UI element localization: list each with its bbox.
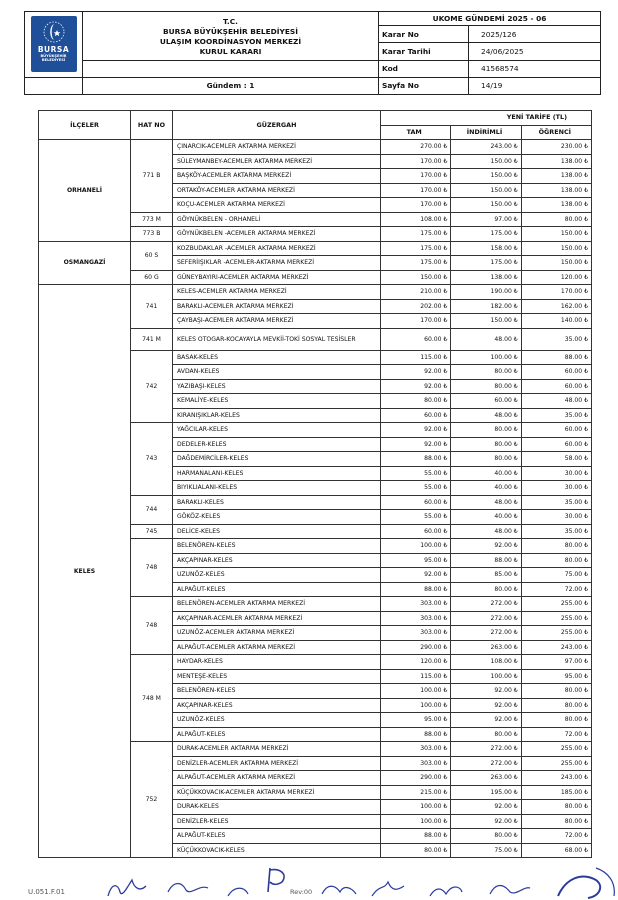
title-line: ULAŞIM KOORDİNASYON MERKEZİ [159, 36, 302, 46]
discounted-fare-cell: 272.00 ₺ [451, 597, 521, 612]
column-header-full: TAM [381, 125, 451, 140]
full-fare-cell: 88.00 ₺ [381, 582, 451, 597]
discounted-fare-cell: 97.00 ₺ [451, 212, 521, 227]
signatures-icon [0, 862, 618, 900]
route-cell: BELENÖREN-KELES [173, 684, 381, 699]
route-cell: UZUNÖZ-ACEMLER AKTARMA MERKEZİ [173, 626, 381, 641]
district-cell: KELES [39, 285, 131, 858]
full-fare-cell: 80.00 ₺ [381, 843, 451, 858]
form-code: U.051.F.01 [28, 888, 65, 896]
full-fare-cell: 92.00 ₺ [381, 365, 451, 380]
route-cell: UZUNÖZ-KELES [173, 713, 381, 728]
discounted-fare-cell: 158.00 ₺ [451, 241, 521, 256]
student-fare-cell: 60.00 ₺ [521, 423, 591, 438]
route-cell: AKÇAPINAR-KELES [173, 698, 381, 713]
route-cell: KÜÇÜKKOVACIK-KELES [173, 843, 381, 858]
student-fare-cell: 150.00 ₺ [521, 241, 591, 256]
discounted-fare-cell: 92.00 ₺ [451, 539, 521, 554]
meta-key: Sayfa No [379, 77, 469, 94]
discounted-fare-cell: 263.00 ₺ [451, 771, 521, 786]
route-cell: AKÇAPINAR-ACEMLER AKTARMA MERKEZİ [173, 611, 381, 626]
student-fare-cell: 72.00 ₺ [521, 727, 591, 742]
route-cell: KELES-ACEMLER AKTARMA MERKEZİ [173, 285, 381, 300]
full-fare-cell: 55.00 ₺ [381, 510, 451, 525]
discounted-fare-cell: 40.00 ₺ [451, 481, 521, 496]
student-fare-cell: 80.00 ₺ [521, 814, 591, 829]
full-fare-cell: 170.00 ₺ [381, 314, 451, 329]
route-cell: KOÇU-ACEMLER AKTARMA MERKEZİ [173, 198, 381, 213]
discounted-fare-cell: 150.00 ₺ [451, 154, 521, 169]
full-fare-cell: 270.00 ₺ [381, 140, 451, 155]
full-fare-cell: 95.00 ₺ [381, 553, 451, 568]
line-number-cell: 773 M [131, 212, 173, 227]
line-number-cell: 60 G [131, 270, 173, 285]
student-fare-cell: 68.00 ₺ [521, 843, 591, 858]
full-fare-cell: 175.00 ₺ [381, 227, 451, 242]
student-fare-cell: 170.00 ₺ [521, 285, 591, 300]
discounted-fare-cell: 190.00 ₺ [451, 285, 521, 300]
student-fare-cell: 35.00 ₺ [521, 328, 591, 350]
full-fare-cell: 175.00 ₺ [381, 256, 451, 271]
route-cell: BELENÖREN-KELES [173, 539, 381, 554]
meta-key: Kod [379, 60, 469, 77]
student-fare-cell: 80.00 ₺ [521, 698, 591, 713]
page-footer [0, 862, 618, 900]
full-fare-cell: 290.00 ₺ [381, 640, 451, 655]
column-header-student: ÖĞRENCİ [521, 125, 591, 140]
full-fare-cell: 290.00 ₺ [381, 771, 451, 786]
student-fare-cell: 80.00 ₺ [521, 212, 591, 227]
discounted-fare-cell: 80.00 ₺ [451, 727, 521, 742]
revision-label: Rev:00 [290, 888, 313, 896]
student-fare-cell: 138.00 ₺ [521, 183, 591, 198]
full-fare-cell: 60.00 ₺ [381, 495, 451, 510]
column-header-line-no: HAT NO [131, 111, 173, 140]
meta-value: 24/06/2025 [469, 43, 601, 60]
student-fare-cell: 72.00 ₺ [521, 582, 591, 597]
meta-key: Karar No [379, 26, 469, 43]
full-fare-cell: 88.00 ₺ [381, 829, 451, 844]
route-cell: DEDELER-KELES [173, 437, 381, 452]
student-fare-cell: 230.00 ₺ [521, 140, 591, 155]
route-cell: KÜÇÜKKOVACIK-ACEMLER AKTARMA MERKEZİ [173, 785, 381, 800]
student-fare-cell: 72.00 ₺ [521, 829, 591, 844]
full-fare-cell: 210.00 ₺ [381, 285, 451, 300]
route-cell: DAĞDEMİRCİLER-KELES [173, 452, 381, 467]
discounted-fare-cell: 182.00 ₺ [451, 299, 521, 314]
route-cell: YAĞCILAR-KELES [173, 423, 381, 438]
route-cell: DELİCE-KELES [173, 524, 381, 539]
route-cell: KOZBUDAKLAR -ACEMLER AKTARMA MERKEZİ [173, 241, 381, 256]
table-row [39, 285, 592, 300]
discounted-fare-cell: 150.00 ₺ [451, 183, 521, 198]
full-fare-cell: 92.00 ₺ [381, 379, 451, 394]
discounted-fare-cell: 48.00 ₺ [451, 495, 521, 510]
logo-wordmark: BURSA [37, 45, 70, 55]
student-fare-cell: 80.00 ₺ [521, 684, 591, 699]
route-cell: AKÇAPINAR-KELES [173, 553, 381, 568]
discounted-fare-cell: 108.00 ₺ [451, 655, 521, 670]
document-header [24, 11, 601, 95]
full-fare-cell: 100.00 ₺ [381, 539, 451, 554]
student-fare-cell: 138.00 ₺ [521, 169, 591, 184]
route-cell: BASAK-KELES [173, 350, 381, 365]
discounted-fare-cell: 80.00 ₺ [451, 437, 521, 452]
discounted-fare-cell: 272.00 ₺ [451, 756, 521, 771]
discounted-fare-cell: 85.00 ₺ [451, 568, 521, 583]
route-cell: YAZIBAŞI-KELES [173, 379, 381, 394]
tariff-rows [39, 140, 592, 858]
student-fare-cell: 185.00 ₺ [521, 785, 591, 800]
discounted-fare-cell: 150.00 ₺ [451, 169, 521, 184]
discounted-fare-cell: 40.00 ₺ [451, 510, 521, 525]
student-fare-cell: 255.00 ₺ [521, 742, 591, 757]
discounted-fare-cell: 272.00 ₺ [451, 626, 521, 641]
discounted-fare-cell: 195.00 ₺ [451, 785, 521, 800]
line-number-cell: 742 [131, 350, 173, 423]
route-cell: MENTEŞE-KELES [173, 669, 381, 684]
student-fare-cell: 35.00 ₺ [521, 408, 591, 423]
route-cell: DURAK-KELES [173, 800, 381, 815]
full-fare-cell: 303.00 ₺ [381, 756, 451, 771]
full-fare-cell: 175.00 ₺ [381, 241, 451, 256]
district-cell: OSMANGAZİ [39, 241, 131, 285]
discounted-fare-cell: 272.00 ₺ [451, 742, 521, 757]
line-number-cell: 748 [131, 597, 173, 655]
full-fare-cell: 303.00 ₺ [381, 597, 451, 612]
route-cell: BIYIKLIALANI-KELES [173, 481, 381, 496]
full-fare-cell: 170.00 ₺ [381, 183, 451, 198]
discounted-fare-cell: 80.00 ₺ [451, 452, 521, 467]
student-fare-cell: 255.00 ₺ [521, 611, 591, 626]
route-cell: HAYDAR-KELES [173, 655, 381, 670]
student-fare-cell: 30.00 ₺ [521, 481, 591, 496]
discounted-fare-cell: 92.00 ₺ [451, 814, 521, 829]
discounted-fare-cell: 272.00 ₺ [451, 611, 521, 626]
full-fare-cell: 95.00 ₺ [381, 713, 451, 728]
student-fare-cell: 97.00 ₺ [521, 655, 591, 670]
agenda-item: Gündem : 1 [83, 77, 379, 94]
student-fare-cell: 60.00 ₺ [521, 437, 591, 452]
full-fare-cell: 202.00 ₺ [381, 299, 451, 314]
student-fare-cell: 30.00 ₺ [521, 466, 591, 481]
full-fare-cell: 100.00 ₺ [381, 800, 451, 815]
line-number-cell: 743 [131, 423, 173, 496]
discounted-fare-cell: 263.00 ₺ [451, 640, 521, 655]
student-fare-cell: 75.00 ₺ [521, 568, 591, 583]
student-fare-cell: 140.00 ₺ [521, 314, 591, 329]
line-number-cell: 741 M [131, 328, 173, 350]
student-fare-cell: 48.00 ₺ [521, 394, 591, 409]
full-fare-cell: 92.00 ₺ [381, 423, 451, 438]
student-fare-cell: 243.00 ₺ [521, 640, 591, 655]
meta-value: 41568574 [469, 60, 601, 77]
student-fare-cell: 80.00 ₺ [521, 539, 591, 554]
full-fare-cell: 115.00 ₺ [381, 350, 451, 365]
student-fare-cell: 80.00 ₺ [521, 800, 591, 815]
discounted-fare-cell: 92.00 ₺ [451, 800, 521, 815]
route-cell: ALPAĞUT-ACEMLER AKTARMA MERKEZİ [173, 640, 381, 655]
title-line: T.C. [223, 16, 238, 26]
line-number-cell: 745 [131, 524, 173, 539]
full-fare-cell: 150.00 ₺ [381, 270, 451, 285]
column-header-district: İLÇELER [39, 111, 131, 140]
full-fare-cell: 303.00 ₺ [381, 611, 451, 626]
agenda-title: UKOME GÜNDEMİ 2025 - 06 [379, 12, 601, 26]
discounted-fare-cell: 150.00 ₺ [451, 314, 521, 329]
route-cell: SÜLEYMANBEY-ACEMLER AKTARMA MERKEZİ [173, 154, 381, 169]
meta-key: Karar Tarihi [379, 43, 469, 60]
line-number-cell: 748 M [131, 655, 173, 742]
discounted-fare-cell: 80.00 ₺ [451, 379, 521, 394]
full-fare-cell: 170.00 ₺ [381, 154, 451, 169]
discounted-fare-cell: 92.00 ₺ [451, 698, 521, 713]
title-line: BURSA BÜYÜKŞEHİR BELEDİYESİ [162, 26, 299, 36]
route-cell: ALPAĞUT-KELES [173, 582, 381, 597]
discounted-fare-cell: 150.00 ₺ [451, 198, 521, 213]
full-fare-cell: 170.00 ₺ [381, 169, 451, 184]
full-fare-cell: 100.00 ₺ [381, 814, 451, 829]
tariff-table [38, 110, 592, 858]
student-fare-cell: 30.00 ₺ [521, 510, 591, 525]
full-fare-cell: 303.00 ₺ [381, 626, 451, 641]
discounted-fare-cell: 48.00 ₺ [451, 328, 521, 350]
route-cell: ÇINARCIK-ACEMLER AKTARMA MERKEZİ [173, 140, 381, 155]
line-number-cell: 741 [131, 285, 173, 329]
route-cell: ÇAYBAŞI-ACEMLER AKTARMA MERKEZİ [173, 314, 381, 329]
route-cell: KIRANIŞIKLAR-KELES [173, 408, 381, 423]
title-line: KURUL KARARI [199, 46, 262, 56]
full-fare-cell: 60.00 ₺ [381, 408, 451, 423]
route-cell: BELENÖREN-ACEMLER AKTARMA MERKEZİ [173, 597, 381, 612]
student-fare-cell: 150.00 ₺ [521, 227, 591, 242]
full-fare-cell: 303.00 ₺ [381, 742, 451, 757]
route-cell: ALPAĞUT-KELES [173, 829, 381, 844]
discounted-fare-cell: 92.00 ₺ [451, 713, 521, 728]
student-fare-cell: 35.00 ₺ [521, 495, 591, 510]
full-fare-cell: 92.00 ₺ [381, 437, 451, 452]
route-cell: KELES OTOGAR-KOCAYAYLA MEVKİİ-TOKİ SOSYAL TESİSLER [173, 328, 381, 350]
route-cell: KEMALİYE-KELES [173, 394, 381, 409]
discounted-fare-cell: 60.00 ₺ [451, 394, 521, 409]
bursa-emblem-icon [31, 16, 77, 72]
route-cell: DURAK-ACEMLER AKTARMA MERKEZİ [173, 742, 381, 757]
full-fare-cell: 108.00 ₺ [381, 212, 451, 227]
line-number-cell: 752 [131, 742, 173, 858]
student-fare-cell: 255.00 ₺ [521, 756, 591, 771]
discounted-fare-cell: 48.00 ₺ [451, 408, 521, 423]
student-fare-cell: 255.00 ₺ [521, 597, 591, 612]
student-fare-cell: 95.00 ₺ [521, 669, 591, 684]
discounted-fare-cell: 80.00 ₺ [451, 582, 521, 597]
route-cell: GÖYNÜKBELEN - ORHANELİ [173, 212, 381, 227]
student-fare-cell: 243.00 ₺ [521, 771, 591, 786]
full-fare-cell: 92.00 ₺ [381, 568, 451, 583]
full-fare-cell: 100.00 ₺ [381, 698, 451, 713]
student-fare-cell: 138.00 ₺ [521, 154, 591, 169]
discounted-fare-cell: 175.00 ₺ [451, 227, 521, 242]
discounted-fare-cell: 80.00 ₺ [451, 423, 521, 438]
discounted-fare-cell: 92.00 ₺ [451, 684, 521, 699]
route-cell: GÖKÖZ-KELES [173, 510, 381, 525]
discounted-fare-cell: 100.00 ₺ [451, 350, 521, 365]
discounted-fare-cell: 243.00 ₺ [451, 140, 521, 155]
full-fare-cell: 170.00 ₺ [381, 198, 451, 213]
discounted-fare-cell: 175.00 ₺ [451, 256, 521, 271]
full-fare-cell: 88.00 ₺ [381, 727, 451, 742]
line-number-cell: 744 [131, 495, 173, 524]
route-cell: ALPAĞUT-ACEMLER AKTARMA MERKEZİ [173, 771, 381, 786]
full-fare-cell: 55.00 ₺ [381, 481, 451, 496]
line-number-cell: 773 B [131, 227, 173, 242]
student-fare-cell: 120.00 ₺ [521, 270, 591, 285]
route-cell: GÖYNÜKBELEN -ACEMLER AKTARMA MERKEZİ [173, 227, 381, 242]
student-fare-cell: 80.00 ₺ [521, 553, 591, 568]
student-fare-cell: 150.00 ₺ [521, 256, 591, 271]
discounted-fare-cell: 100.00 ₺ [451, 669, 521, 684]
student-fare-cell: 88.00 ₺ [521, 350, 591, 365]
column-header-discounted: İNDİRİMLİ [451, 125, 521, 140]
student-fare-cell: 255.00 ₺ [521, 626, 591, 641]
full-fare-cell: 120.00 ₺ [381, 655, 451, 670]
line-number-cell: 60 S [131, 241, 173, 270]
crescent-star-icon [42, 20, 66, 44]
student-fare-cell: 60.00 ₺ [521, 365, 591, 380]
column-header-new-tariff: YENİ TARİFE (TL) [381, 111, 592, 126]
student-fare-cell: 58.00 ₺ [521, 452, 591, 467]
table-row [39, 140, 592, 155]
route-cell: DENİZLER-ACEMLER AKTARMA MERKEZİ [173, 756, 381, 771]
column-header-route: GÜZERGAH [173, 111, 381, 140]
student-fare-cell: 162.00 ₺ [521, 299, 591, 314]
route-cell: BARAKLI-KELES [173, 495, 381, 510]
table-row [39, 241, 592, 256]
full-fare-cell: 115.00 ₺ [381, 669, 451, 684]
route-cell: GÜNEYBAYIRI-ACEMLER AKTARMA MERKEZİ [173, 270, 381, 285]
district-cell: ORHANELİ [39, 140, 131, 242]
route-cell: UZUNÖZ-KELES [173, 568, 381, 583]
discounted-fare-cell: 80.00 ₺ [451, 829, 521, 844]
route-cell: ORTAKÖY-ACEMLER AKTARMA MERKEZİ [173, 183, 381, 198]
line-number-cell: 748 [131, 539, 173, 597]
route-cell: BAŞKÖY-ACEMLER AKTARMA MERKEZİ [173, 169, 381, 184]
full-fare-cell: 215.00 ₺ [381, 785, 451, 800]
full-fare-cell: 88.00 ₺ [381, 452, 451, 467]
student-fare-cell: 35.00 ₺ [521, 524, 591, 539]
route-cell: AVDAN-KELES [173, 365, 381, 380]
full-fare-cell: 55.00 ₺ [381, 466, 451, 481]
route-cell: BARAKLI-ACEMLER AKTARMA MERKEZİ [173, 299, 381, 314]
logo [25, 12, 83, 78]
discounted-fare-cell: 40.00 ₺ [451, 466, 521, 481]
student-fare-cell: 80.00 ₺ [521, 713, 591, 728]
discounted-fare-cell: 75.00 ₺ [451, 843, 521, 858]
logo-subtitle-1: BÜYÜKŞEHİR [40, 54, 67, 59]
route-cell: SEFERİIŞIKLAR -ACEMLER-AKTARMA MERKEZİ [173, 256, 381, 271]
route-cell: ALPAĞUT-KELES [173, 727, 381, 742]
full-fare-cell: 80.00 ₺ [381, 394, 451, 409]
document-title [83, 12, 379, 61]
student-fare-cell: 138.00 ₺ [521, 198, 591, 213]
student-fare-cell: 60.00 ₺ [521, 379, 591, 394]
full-fare-cell: 100.00 ₺ [381, 684, 451, 699]
route-cell: DENİZLER-KELES [173, 814, 381, 829]
route-cell: HARMANALANI-KELES [173, 466, 381, 481]
meta-value: 14/19 [469, 77, 601, 94]
discounted-fare-cell: 48.00 ₺ [451, 524, 521, 539]
discounted-fare-cell: 80.00 ₺ [451, 365, 521, 380]
full-fare-cell: 60.00 ₺ [381, 524, 451, 539]
discounted-fare-cell: 138.00 ₺ [451, 270, 521, 285]
discounted-fare-cell: 88.00 ₺ [451, 553, 521, 568]
meta-value: 2025/126 [469, 26, 601, 43]
full-fare-cell: 60.00 ₺ [381, 328, 451, 350]
logo-subtitle-2: BELEDİYESİ [41, 58, 66, 63]
line-number-cell: 771 B [131, 140, 173, 213]
